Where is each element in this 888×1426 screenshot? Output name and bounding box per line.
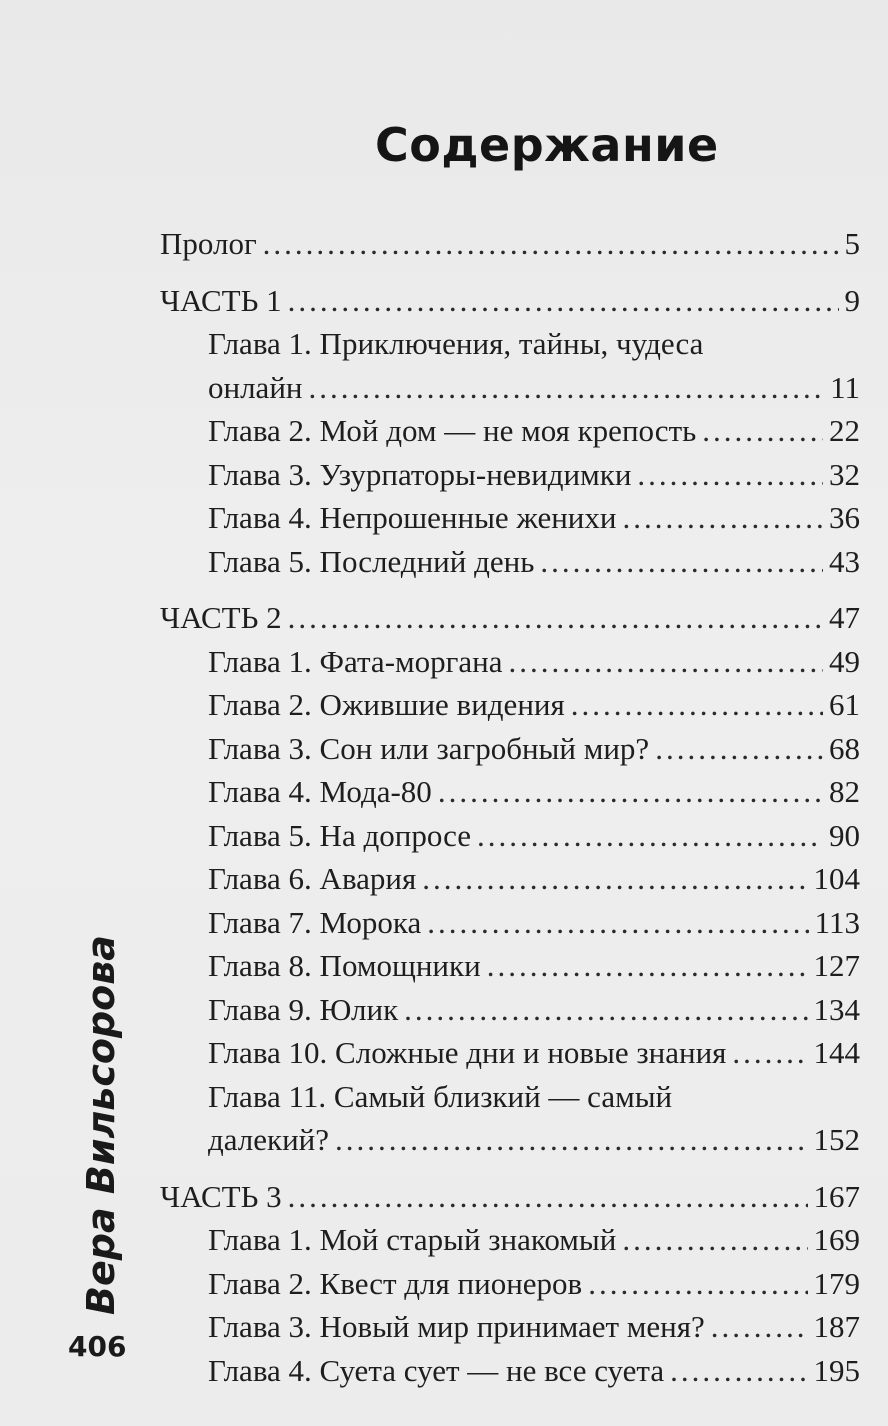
toc-leader-dots — [288, 279, 839, 323]
toc-leader-dots — [422, 857, 807, 901]
toc-entry-label: Глава 1. Фата-моргана — [208, 643, 503, 679]
toc-page-number: 36 — [829, 500, 860, 535]
toc-chapter-entry — [160, 988, 860, 1032]
toc-leader-dots — [655, 727, 823, 771]
toc-chapter-entry — [160, 814, 860, 858]
toc-leader-dots — [404, 988, 807, 1032]
toc-page-number: 90 — [829, 817, 860, 853]
toc-leader-dots — [508, 640, 823, 684]
toc-page-number: 152 — [813, 1122, 860, 1157]
toc-chapter-entry — [160, 1031, 860, 1075]
toc-page-number: 11 — [830, 369, 860, 405]
toc-leader-dots — [711, 1305, 808, 1349]
author-name-text: Вера Вильсорова — [79, 935, 123, 1315]
toc-page-number: 82 — [829, 774, 860, 809]
toc-page-number: 68 — [829, 730, 860, 766]
toc-leader-dots — [263, 222, 839, 266]
toc-leader-dots — [622, 1218, 807, 1262]
toc-entry-label: Глава 9. Юлик — [208, 991, 399, 1027]
toc-leader-dots — [702, 409, 823, 453]
toc-chapter-entry — [160, 944, 860, 988]
toc-chapter-entry — [160, 857, 860, 901]
toc-part-entry — [160, 1175, 860, 1219]
toc-page-number: 169 — [813, 1222, 860, 1257]
toc-chapter-entry — [160, 1075, 860, 1119]
toc-leader-dots — [438, 770, 823, 814]
toc-chapter-entry — [160, 540, 860, 584]
toc-entry-label: Глава 3. Узурпаторы-невидимки — [208, 456, 632, 492]
toc-page-number: 134 — [813, 991, 860, 1027]
toc-page-number: 113 — [814, 904, 860, 940]
toc-chapter-entry — [160, 1262, 860, 1306]
toc-chapter-entry — [160, 901, 860, 945]
toc-part-entry — [160, 596, 860, 640]
toc-chapter-entry — [160, 1305, 860, 1349]
toc-chapter-entry — [160, 453, 860, 497]
toc-chapter-entry — [160, 1349, 860, 1393]
toc-part-entry — [160, 222, 860, 266]
toc-entry-label: Глава 8. Помощники — [208, 948, 481, 983]
toc-entry-label: Глава 1. Мой старый знакомый — [208, 1222, 617, 1257]
toc-entry-label: Глава 6. Авария — [208, 861, 417, 896]
toc-page-number: 47 — [829, 600, 860, 635]
toc-entry-label: Пролог — [160, 226, 257, 261]
toc-entry-label: Глава 5. На допросе — [208, 817, 471, 853]
toc-entry-label: Глава 4. Суета сует — не все суета — [208, 1352, 665, 1388]
toc-entry-label: Глава 3. Сон или загробный мир? — [208, 730, 650, 766]
toc-page-number: 49 — [829, 643, 860, 679]
toc-page-number: 195 — [813, 1352, 860, 1388]
toc-chapter-entry — [160, 366, 860, 410]
toc-chapter-entry — [160, 409, 860, 453]
toc-entry-label: Глава 10. Сложные дни и новые знания — [208, 1035, 727, 1070]
toc-entry-label: ЧАСТЬ 2 — [160, 600, 282, 635]
toc-entry-label: Глава 3. Новый мир принимает меня? — [208, 1309, 705, 1344]
toc-leader-dots — [427, 901, 808, 945]
toc-leader-dots — [670, 1349, 807, 1393]
toc-page-number: 9 — [844, 282, 860, 318]
toc-page-number: 104 — [813, 861, 860, 896]
toc-page-number: 167 — [813, 1178, 860, 1214]
toc-page-number: 179 — [813, 1265, 860, 1301]
toc-leader-dots — [637, 453, 823, 497]
toc-leader-dots — [477, 814, 823, 858]
toc-leader-dots — [622, 496, 823, 540]
toc-leader-dots — [540, 540, 823, 584]
toc-chapter-entry — [160, 1218, 860, 1262]
toc-leader-dots — [335, 1118, 807, 1162]
author-name-vertical — [56, 935, 146, 1315]
toc-page-number: 187 — [813, 1309, 860, 1344]
page-number: 406 — [68, 1330, 127, 1363]
toc-entry-label: Глава 4. Непрошенные женихи — [208, 500, 617, 535]
toc-entry-label: Глава 5. Последний день — [208, 543, 535, 579]
toc-entry-label: Глава 4. Мода-80 — [208, 774, 432, 809]
toc-leader-dots — [571, 683, 823, 727]
toc-leader-dots — [588, 1262, 807, 1306]
toc-entry-label: Глава 11. Самый близкий — самый — [208, 1078, 673, 1114]
toc-page-number: 32 — [829, 456, 860, 492]
toc-chapter-entry — [160, 496, 860, 540]
toc-entry-label: ЧАСТЬ 3 — [160, 1178, 282, 1214]
toc-page-number: 61 — [829, 687, 860, 722]
toc-leader-dots — [288, 596, 823, 640]
toc-entry-label: Глава 2. Ожившие видения — [208, 687, 565, 722]
toc-chapter-entry — [160, 322, 860, 366]
toc-page-number: 22 — [829, 413, 860, 448]
toc-leader-dots — [732, 1031, 807, 1075]
toc-chapter-entry — [160, 727, 860, 771]
toc-entry-label: Глава 2. Мой дом — не моя крепость — [208, 413, 697, 448]
toc-chapter-entry — [160, 640, 860, 684]
toc-entry-label: Глава 2. Квест для пионеров — [208, 1265, 583, 1301]
toc-leader-dots — [288, 1175, 808, 1219]
toc-leader-dots — [309, 366, 825, 410]
toc-entry-label: ЧАСТЬ 1 — [160, 282, 282, 318]
toc-entry-label: онлайн — [208, 369, 303, 405]
toc-leader-dots — [487, 944, 808, 988]
toc-page-number: 144 — [813, 1035, 860, 1070]
toc-chapter-entry — [160, 1118, 860, 1162]
table-of-contents — [160, 222, 860, 1392]
toc-entry-label: Глава 1. Приключения, тайны, чудеса — [208, 326, 704, 361]
toc-page-number: 43 — [829, 543, 860, 579]
toc-part-entry — [160, 279, 860, 323]
toc-page-number: 5 — [844, 226, 860, 261]
toc-entry-label: Глава 7. Морока — [208, 904, 422, 940]
page-title: Содержание — [375, 118, 719, 172]
toc-entry-label: далекий? — [208, 1122, 330, 1157]
toc-page-number: 127 — [813, 948, 860, 983]
toc-chapter-entry — [160, 770, 860, 814]
toc-chapter-entry — [160, 683, 860, 727]
